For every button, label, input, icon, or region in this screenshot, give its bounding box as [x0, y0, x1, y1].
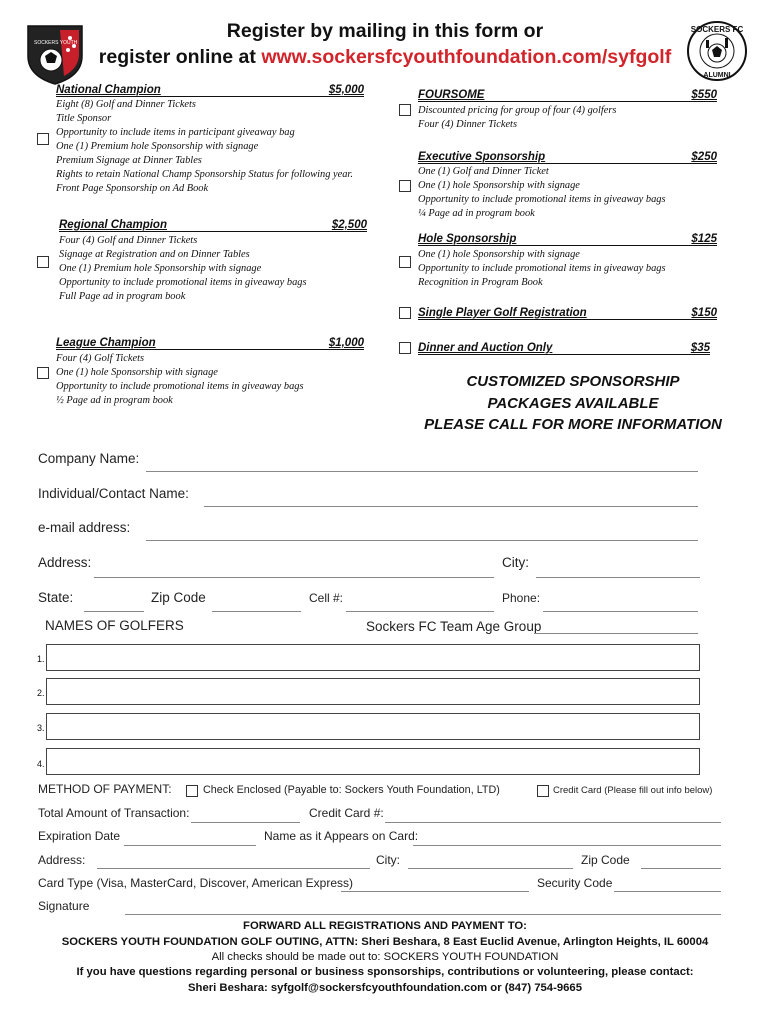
package-price: $150 — [691, 307, 717, 319]
billing-city-label: City: — [376, 853, 400, 867]
cell-field[interactable] — [346, 611, 494, 612]
logo-left-text: SOCKERS YOUTH — [34, 40, 78, 46]
team-age-group-label: Sockers FC Team Age Group — [366, 619, 542, 634]
package-line: Opportunity to include promotional items in giveaway bags — [56, 381, 304, 392]
signature-field[interactable] — [125, 914, 721, 915]
credit-card-number-field[interactable] — [385, 822, 721, 823]
email-label: e-mail address: — [38, 520, 131, 535]
package-league-champion-details — [56, 352, 386, 408]
billing-address-label: Address: — [38, 853, 86, 867]
city-label: City: — [502, 555, 529, 570]
signature-label: Signature — [38, 899, 90, 913]
foursome-checkbox[interactable] — [399, 104, 411, 116]
team-age-group-field[interactable] — [534, 633, 698, 634]
billing-zip-label: Zip Code — [581, 853, 630, 867]
golfer-number: 3. — [37, 723, 45, 733]
package-line: One (1) Premium hole Sponsorship with signage — [59, 263, 262, 274]
package-name: Executive Sponsorship — [418, 151, 546, 163]
package-price: $1,000 — [328, 337, 364, 349]
security-code-label: Security Code — [537, 876, 613, 890]
golfer-name-input-2[interactable] — [46, 678, 700, 705]
package-line: Recognition in Program Book — [418, 277, 543, 288]
package-line: Opportunity to include items in participant giveaway bag — [56, 127, 295, 138]
package-name: National Champion — [56, 84, 161, 96]
package-price: $125 — [691, 233, 717, 245]
package-price: $5,000 — [328, 84, 364, 96]
package-league-champion-header — [56, 337, 364, 350]
package-line: One (1) hole Sponsorship with signage — [418, 180, 580, 191]
package-national-champion-header — [56, 84, 364, 97]
package-line: One (1) hole Sponsorship with signage — [56, 367, 218, 378]
package-price: $250 — [691, 151, 717, 163]
zip-label: Zip Code — [151, 590, 206, 605]
golfer-name-input-1[interactable] — [46, 644, 700, 671]
state-field[interactable] — [84, 611, 144, 612]
logo-right-top-text: SOCKERS FC — [690, 25, 744, 34]
package-line: Eight (8) Golf and Dinner Tickets — [56, 99, 196, 110]
golfer-name-input-4[interactable] — [46, 748, 700, 775]
package-line: Opportunity to include promotional items in giveaway bags — [418, 194, 666, 205]
package-line: Title Sponsor — [56, 113, 112, 124]
golfer-number: 4. — [37, 759, 45, 769]
package-name: Regional Champion — [59, 219, 167, 231]
single-player-checkbox[interactable] — [399, 307, 411, 319]
check-enclosed-checkbox[interactable] — [186, 785, 198, 797]
company-name-field[interactable] — [146, 471, 698, 472]
name-on-card-field[interactable] — [413, 845, 721, 846]
package-line: Signage at Registration and on Dinner Tables — [59, 249, 250, 260]
package-line: Rights to retain National Champ Sponsorship Status for following year. — [56, 169, 353, 180]
package-price: $35 — [690, 342, 710, 354]
package-line: Four (4) Dinner Tickets — [418, 119, 517, 130]
custom-sponsorship-line-3: PLEASE CALL FOR MORE INFORMATION — [424, 416, 722, 433]
custom-sponsorship-line-2: PACKAGES AVAILABLE — [487, 395, 659, 412]
package-line: One (1) Golf and Dinner Ticket — [418, 166, 549, 177]
footer-contact: Sheri Beshara: syfgolf@sockersfcyouthfoundation.com or (847) 754-9665 — [188, 982, 582, 994]
package-line: Discounted pricing for group of four (4) golfers — [418, 105, 617, 116]
package-foursome-header — [418, 89, 717, 102]
header-line-2-prefix: register online at — [98, 46, 262, 68]
package-line: Four (4) Golf Tickets — [56, 353, 145, 364]
package-regional-champion-details — [59, 234, 389, 304]
phone-label: Phone: — [502, 591, 541, 605]
total-amount-field[interactable] — [191, 822, 300, 823]
package-national-champion-details — [56, 98, 396, 196]
golfer-number: 2. — [37, 688, 45, 698]
package-single-player-header — [418, 307, 717, 320]
package-executive-details — [418, 165, 728, 221]
expiration-date-label: Expiration Date — [38, 829, 121, 843]
card-type-field[interactable] — [341, 891, 529, 892]
city-field[interactable] — [536, 577, 700, 578]
package-name: FOURSOME — [418, 89, 485, 101]
package-line: ½ Page ad in program book — [56, 395, 173, 406]
golfer-name-input-3[interactable] — [46, 713, 700, 740]
header-line-2 — [0, 46, 770, 69]
package-line: Front Page Sponsorship on Ad Book — [56, 183, 209, 194]
registration-url-link[interactable]: www.sockersfcyouthfoundation.com/syfgolf — [261, 46, 672, 68]
address-field[interactable] — [94, 577, 494, 578]
league-champion-checkbox[interactable] — [37, 367, 49, 379]
zip-field[interactable] — [212, 611, 301, 612]
billing-zip-field[interactable] — [641, 868, 721, 869]
package-hole-details — [418, 248, 728, 290]
footer-checks-payable: All checks should be made out to: SOCKERS YOUTH FOUNDATION — [211, 951, 559, 963]
package-executive-header — [418, 151, 717, 164]
package-regional-champion-header — [59, 219, 367, 232]
contact-name-label: Individual/Contact Name: — [38, 486, 189, 501]
names-of-golfers-label: NAMES OF GOLFERS — [45, 618, 184, 633]
header-line-1: Register by mailing in this form or — [226, 20, 544, 42]
package-name: League Champion — [56, 337, 156, 349]
footer-forward-heading: FORWARD ALL REGISTRATIONS AND PAYMENT TO: — [243, 920, 527, 932]
phone-field[interactable] — [543, 611, 698, 612]
dinner-auction-checkbox[interactable] — [399, 342, 411, 354]
total-amount-label: Total Amount of Transaction: — [38, 806, 190, 820]
package-dinner-header — [418, 342, 710, 355]
package-line: Opportunity to include promotional items in giveaway bags — [418, 263, 666, 274]
national-champion-checkbox[interactable] — [37, 133, 49, 145]
credit-card-label: Credit Card (Please fill out info below) — [553, 785, 713, 796]
sockers-youth-logo — [24, 22, 86, 86]
package-line: Full Page ad in program book — [59, 291, 186, 302]
billing-address-field[interactable] — [97, 868, 370, 869]
name-on-card-label: Name as it Appears on Card: — [264, 829, 419, 843]
package-line: ¼ Page ad in program book — [418, 208, 535, 219]
package-line: One (1) Premium hole Sponsorship with signage — [56, 141, 259, 152]
package-name: Dinner and Auction Only — [418, 342, 553, 354]
package-line: One (1) hole Sponsorship with signage — [418, 249, 580, 260]
custom-sponsorship-line-1: CUSTOMIZED SPONSORSHIP — [466, 373, 680, 390]
cell-label: Cell #: — [309, 591, 344, 605]
footer-questions: If you have questions regarding personal or business sponsorships, contributions or volunteering, please contact: — [76, 966, 694, 978]
logo-right-bottom-text: ALUMNI — [703, 72, 731, 79]
email-field[interactable] — [146, 540, 698, 541]
credit-card-number-label: Credit Card #: — [309, 806, 384, 820]
credit-card-checkbox[interactable] — [537, 785, 549, 797]
package-price: $550 — [691, 89, 717, 101]
package-name: Hole Sponsorship — [418, 233, 517, 245]
method-of-payment-label: METHOD OF PAYMENT: — [38, 782, 172, 796]
package-line: Opportunity to include promotional items in giveaway bags — [59, 277, 307, 288]
address-label: Address: — [38, 555, 92, 570]
footer-mailing-address: SOCKERS YOUTH FOUNDATION GOLF OUTING, ATTN: Sheri Beshara, 8 East Euclid Avenue, Arlington Heights, IL 60004 — [61, 936, 709, 948]
card-type-label: Card Type (Visa, MasterCard, Discover, American Express) — [38, 876, 353, 890]
hole-sponsorship-checkbox[interactable] — [399, 256, 411, 268]
regional-champion-checkbox[interactable] — [37, 256, 49, 268]
golfer-number: 1. — [37, 654, 45, 664]
package-name: Single Player Golf Registration — [418, 307, 587, 319]
expiration-date-field[interactable] — [124, 845, 256, 846]
package-line: Premium Signage at Dinner Tables — [56, 155, 202, 166]
sockers-fc-alumni-logo — [686, 20, 748, 82]
check-enclosed-label: Check Enclosed (Payable to: Sockers Youth Foundation, LTD) — [203, 784, 500, 796]
package-line: Four (4) Golf and Dinner Tickets — [59, 235, 198, 246]
executive-checkbox[interactable] — [399, 180, 411, 192]
package-price: $2,500 — [331, 219, 367, 231]
billing-city-field[interactable] — [408, 868, 573, 869]
company-name-label: Company Name: — [38, 451, 140, 466]
security-code-field[interactable] — [614, 891, 721, 892]
package-foursome-details — [418, 104, 718, 132]
contact-name-field[interactable] — [204, 506, 698, 507]
state-label: State: — [38, 590, 74, 605]
package-hole-header — [418, 233, 717, 246]
